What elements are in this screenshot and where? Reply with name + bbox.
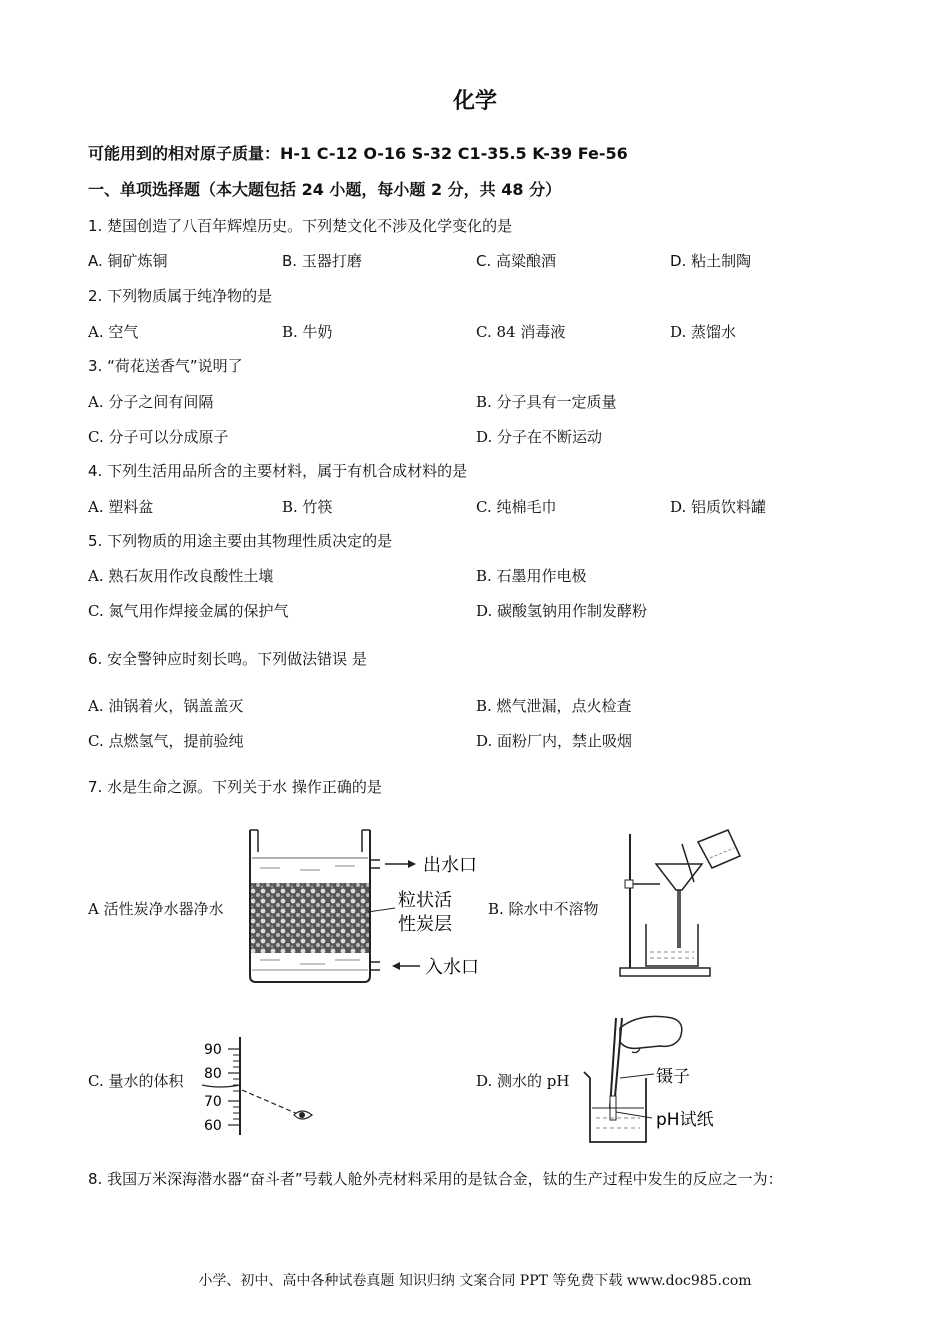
question-7-option-c: C. 量水的体积: [88, 1072, 184, 1090]
question-2-stem: 2. 下列物质属于纯净物的是: [88, 287, 273, 305]
question-6-option-d: D. 面粉厂内，禁止吸烟: [476, 732, 633, 750]
question-3-option-a: A. 分子之间有间隔: [88, 393, 214, 411]
page-footer: 小学、初中、高中各种试卷真题 知识归纳 文案合同 PPT 等免费下载 www.doc985.com: [198, 1273, 752, 1289]
question-2-option-d: D. 蒸馏水: [670, 323, 737, 341]
question-2-option-c: C. 84 消毒液: [476, 323, 566, 341]
question-6-stem: 6. 安全警钟应时刻长鸣。下列做法错误 是: [88, 650, 367, 668]
question-1-option-a: A. 铜矿炼铜: [88, 252, 168, 270]
question-6-option-b: B. 燃气泄漏，点火检查: [476, 697, 632, 715]
question-1-option-c: C. 高粱酿酒: [476, 252, 557, 270]
question-6-option-a: A. 油锅着火，锅盖盖灭: [88, 697, 244, 715]
question-5-option-c: C. 氮气用作焊接金属的保护气: [88, 602, 289, 620]
question-4-option-a: A. 塑料盆: [88, 498, 154, 516]
tick-label-70: 70: [204, 1094, 222, 1110]
question-2-option-a: A. 空气: [88, 323, 139, 341]
question-5-stem: 5. 下列物质的用途主要由其物理性质决定的是: [88, 532, 393, 550]
question-4-option-c: C. 纯棉毛巾: [476, 498, 557, 516]
question-1-stem: 1. 楚国创造了八百年辉煌历史。下列楚文化不涉及化学变化的是: [88, 217, 513, 235]
tick-label-80: 80: [204, 1066, 222, 1082]
page-title: 化学: [452, 88, 497, 114]
question-3-stem: 3. “荷花送香气”说明了: [88, 357, 243, 375]
question-1-option-d: D. 粘土制陶: [670, 252, 752, 270]
question-5-option-b: B. 石墨用作电极: [476, 567, 587, 585]
carbon-layer-label-1: 粒状活: [398, 890, 452, 911]
carbon-layer-label-2: 性炭层: [398, 914, 452, 935]
atomic-masses: 可能用到的相对原子质量：H-1 C-12 O-16 S-32 C1-35.5 K-39 Fe-56: [88, 144, 628, 163]
inlet-label: 入水口: [425, 957, 479, 978]
question-7-option-b: B. 除水中不溶物: [488, 900, 599, 918]
question-3-option-c: C. 分子可以分成原子: [88, 428, 229, 446]
carbon-filter-figure: [240, 828, 490, 988]
question-8-stem: 8. 我国万米深海潜水器“奋斗者”号载人舱外壳材料采用的是钛合金，钛的生产过程中发生的反应之一为：: [88, 1170, 783, 1188]
tick-label-60: 60: [204, 1118, 222, 1134]
outlet-label: 出水口: [423, 855, 477, 876]
ph-test-figure: [580, 1008, 730, 1146]
question-4-option-b: B. 竹筷: [282, 498, 333, 516]
question-6-option-c: C. 点燃氢气，提前验纯: [88, 732, 244, 750]
ph-paper-label: pH试纸: [656, 1110, 714, 1130]
tweezers-label: 镊子: [656, 1067, 690, 1087]
filtration-figure: [612, 828, 752, 978]
question-7-stem: 7. 水是生命之源。下列关于水 操作正确的是: [88, 778, 382, 796]
question-5-option-d: D. 碳酸氢钠用作制发酵粉: [476, 602, 648, 620]
question-1-option-b: B. 玉器打磨: [282, 252, 362, 270]
question-2-option-b: B. 牛奶: [282, 323, 333, 341]
question-3-option-d: D. 分子在不断运动: [476, 428, 603, 446]
question-4-stem: 4. 下列生活用品所含的主要材料，属于有机合成材料的是: [88, 462, 468, 480]
question-4-option-d: D. 铝质饮料罐: [670, 498, 767, 516]
question-7-option-a: A 活性炭净水器净水: [88, 900, 224, 918]
graduated-cylinder-figure: [200, 1035, 330, 1140]
question-3-option-b: B. 分子具有一定质量: [476, 393, 617, 411]
section-heading: 一、单项选择题（本大题包括 24 小题，每小题 2 分，共 48 分）: [88, 180, 562, 199]
tick-label-90: 90: [204, 1042, 222, 1058]
question-7-option-d: D. 测水的 pH: [476, 1072, 570, 1090]
question-5-option-a: A. 熟石灰用作改良酸性土壤: [88, 567, 274, 585]
